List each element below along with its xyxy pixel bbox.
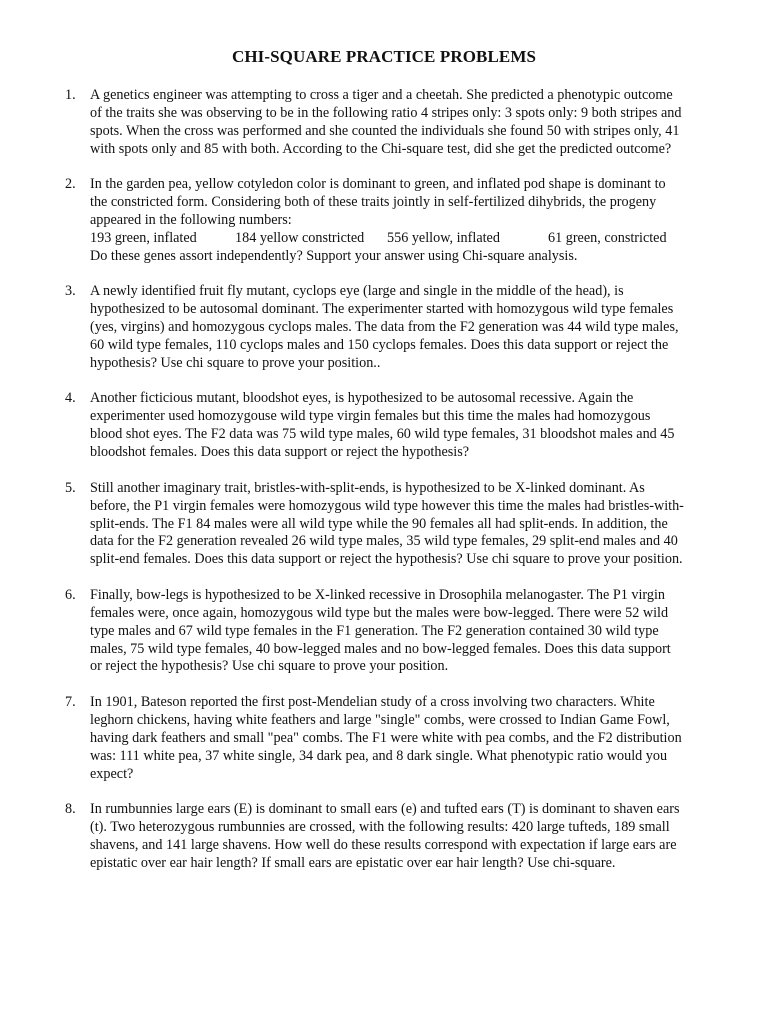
- problem-text-line: split-ends. The F1 84 males were all wild type while the 90 females all had split-ends. In addition, the: [90, 515, 668, 532]
- problem-text-line: of the traits she was observing to be in the following ratio 4 stripes only: 3 spots only: 9 both stripes and: [90, 104, 682, 121]
- problem-text-line: or reject the hypothesis? Use chi square to prove your position.: [90, 658, 449, 675]
- problem-number: 5.: [65, 479, 76, 496]
- problem-text-line: epistatic over ear hair length? If small ears are epistatic over ear hair length? Use chi-square.: [90, 854, 616, 871]
- problem-text-line: with spots only and 85 with both. According to the Chi-square test, did she get the predicted outcome?: [90, 140, 672, 157]
- phenotype-count: 556 yellow, inflated: [387, 229, 500, 246]
- problem-text-line: leghorn chickens, having white feathers and large "single" combs, were crossed to Indian Game Fowl,: [90, 711, 670, 728]
- phenotype-count: 61 green, constricted: [548, 229, 667, 246]
- problem-text-line: blood shot eyes. The F2 data was 75 wild type males, 60 wild type females, 31 bloodshot males and 45: [90, 426, 675, 443]
- problem-text-line: 60 wild type females, 110 cyclops males and 150 cyclops females. Does this data support or reject the: [90, 337, 669, 354]
- problem-2: [65, 176, 727, 266]
- problem-6: [65, 587, 727, 677]
- problem-text-line: bloodshot females. Does this data support or reject the hypothesis?: [90, 444, 470, 461]
- problem-text-line: hypothesized to be autosomal dominant. The experimenter started with homozygous wild type females: [90, 301, 674, 318]
- problem-text-line: Another ficticious mutant, bloodshot eyes, is hypothesized to be autosomal recessive. Again the: [90, 390, 634, 407]
- problem-7: [65, 694, 727, 784]
- problem-number: 6.: [65, 586, 76, 603]
- problem-text-line: spots. When the cross was performed and she counted the individuals she found 50 with stripes only, 41: [90, 122, 680, 139]
- problem-text-line: In rumbunnies large ears (E) is dominant to small ears (e) and tufted ears (T) is dominant to shaven ears: [90, 801, 680, 818]
- problem-number: 8.: [65, 801, 76, 818]
- problem-3: [65, 283, 727, 373]
- problem-text-line: split-end females. Does this data support or reject the hypothesis? Use chi square to prove your position.: [90, 551, 683, 568]
- problem-text-line: experimenter used homozygouse wild type virgin females but this time the males had homozygous: [90, 408, 651, 425]
- problem-8: [65, 801, 727, 873]
- problem-text-line: the constricted form. Considering both of these traits jointly in self-fertilized dihybrids, the progeny: [90, 194, 657, 211]
- problem-text-line: hypothesis? Use chi square to prove your position..: [90, 354, 381, 371]
- problem-text-line: having dark feathers and small "pea" combs. The F1 were white with pea combs, and the F2 distribution: [90, 729, 682, 746]
- page-title: CHI-SQUARE PRACTICE PROBLEMS: [231, 47, 537, 66]
- problem-text-line: expect?: [90, 765, 134, 782]
- problem-number: 3.: [65, 283, 76, 300]
- problem-text-line: shavens, and 141 large shavens. How well do these results correspond with expectation if large ears are: [90, 836, 677, 853]
- problem-text-line: (t). Two heterozygous rumbunnies are crossed, with the following results: 420 large tufteds, 189 small: [90, 818, 670, 835]
- problem-list: [65, 87, 727, 890]
- problem-number: 1.: [65, 87, 76, 103]
- problem-text-line: was: 111 white pea, 37 white single, 34 dark pea, and 8 dark single. What phenotypic ratio would you: [90, 747, 668, 764]
- problem-number: 2.: [65, 176, 76, 193]
- problem-5: [65, 480, 727, 570]
- problem-text-line: males, 75 wild type females, 40 bow-legged males and no bow-legged females. Does this data support: [90, 640, 671, 657]
- problem-number: 4.: [65, 390, 76, 407]
- problem-text-line: before, the P1 virgin females were homozygous wild type however this time the males had bristles-with-: [90, 497, 684, 514]
- problem-1: [65, 87, 727, 159]
- problem-text-line: A genetics engineer was attempting to cross a tiger and a cheetah. She predicted a phenotypic outcome: [90, 87, 673, 103]
- phenotype-counts-row: [90, 230, 727, 248]
- problem-text-line: In the garden pea, yellow cotyledon color is dominant to green, and inflated pod shape is dominant to: [90, 176, 666, 193]
- problem-text-line: Do these genes assort independently? Support your answer using Chi-square analysis.: [90, 247, 578, 264]
- problem-number: 7.: [65, 693, 76, 710]
- phenotype-count: 193 green, inflated: [90, 229, 197, 246]
- phenotype-count: 184 yellow constricted: [235, 229, 365, 246]
- problem-4: [65, 390, 727, 462]
- problem-text-line: type males and 67 wild type females in the F1 generation. The F2 generation contained 30 wild type: [90, 622, 659, 639]
- problem-text-line: appeared in the following numbers:: [90, 212, 292, 229]
- problem-text-line: In 1901, Bateson reported the first post-Mendelian study of a cross involving two characters. White: [90, 693, 655, 710]
- problem-text-line: (yes, virgins) and homozygous cyclops males. The data from the F2 generation was 44 wild type males,: [90, 319, 679, 336]
- problem-text-line: data for the F2 generation revealed 26 wild type males, 35 wild type females, 29 split-end males and 40: [90, 533, 678, 550]
- problem-text-line: Still another imaginary trait, bristles-with-split-ends, is hypothesized to be X-linked dominant. As: [90, 479, 645, 496]
- problem-text-line: females were, once again, homozygous wild type but the males were bow-legged. There were 52 wild: [90, 604, 669, 621]
- problem-text-line: Finally, bow-legs is hypothesized to be X-linked recessive in Drosophila melanogaster. The P1 virgin: [90, 586, 666, 603]
- problem-text-line: A newly identified fruit fly mutant, cyclops eye (large and single in the middle of the head), is: [90, 283, 624, 300]
